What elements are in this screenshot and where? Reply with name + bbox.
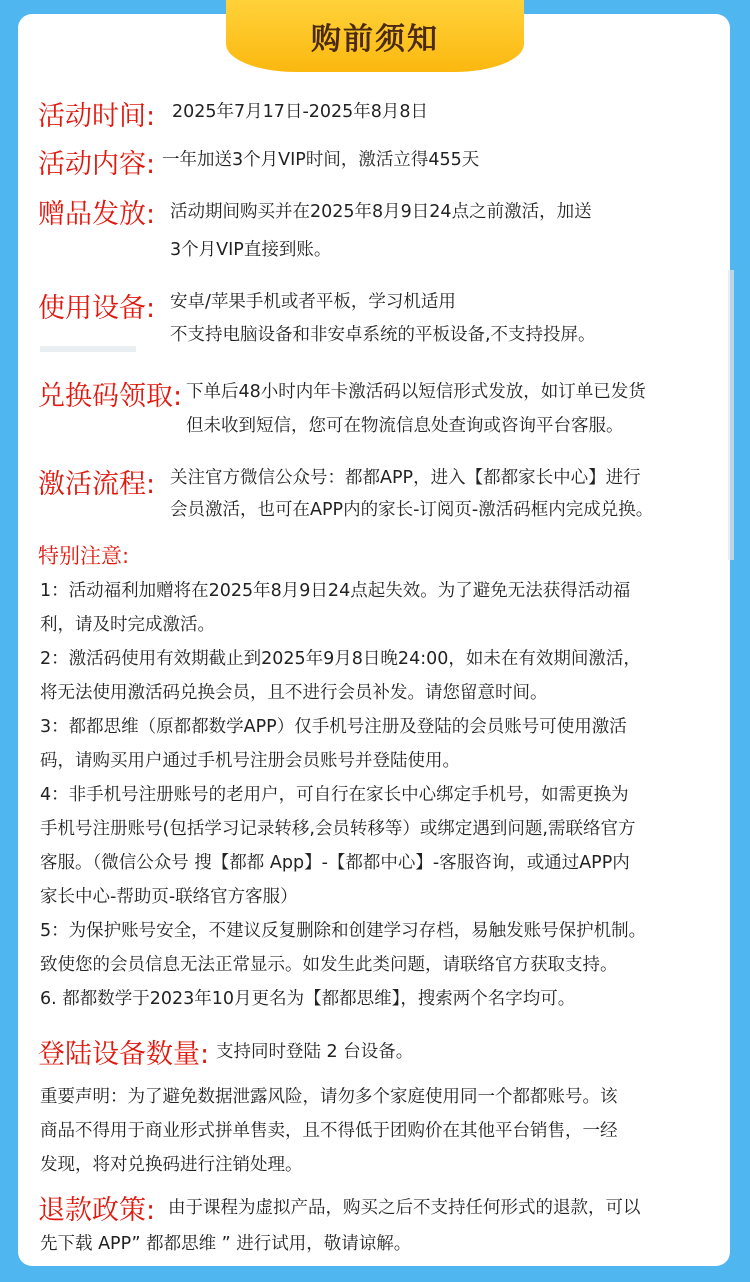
devices-label: 使用设备: (38, 293, 156, 324)
notes-line: 4：非手机号注册账号的老用户，可自行在家长中心绑定手机号，如需更换为 (40, 785, 629, 805)
redeem-code-line-1: 下单后48小时内年卡激活码以短信形式发放，如订单已发货 (186, 382, 646, 402)
notes-line: 2：激活码使用有效期截止到2025年9月8日晚24:00，如未在有效期间激活， (40, 649, 641, 669)
devices-line-2: 不支持电脑设备和非安卓系统的平板设备,不支持投屏。 (170, 325, 596, 345)
activation-line-1: 关注官方微信公众号：都都APP，进入【都都家长中心】进行 (170, 468, 641, 488)
notes-heading (0, 540, 750, 576)
statement-line: 重要声明：为了避免数据泄露风险，请勿多个家庭使用同一个都都账号。该 (40, 1087, 618, 1107)
edge-artifact (728, 270, 734, 560)
login-devices-value: 支持同时登陆 2 台设备。 (216, 1042, 414, 1062)
notes-line: 客服。（微信公众号 搜【都都 App】-【都都中心】-客服咨询，或通过APP内 (40, 853, 630, 873)
activity-time-value: 2025年7月17日-2025年8月8日 (172, 102, 429, 122)
activation-label: 激活流程: (38, 469, 156, 500)
refund-label: 退款政策: (38, 1195, 156, 1226)
notes-line: 利，请及时完成激活。 (40, 615, 215, 635)
notes-line: 将无法使用激活码兑换会员，且不进行会员补发。请您留意时间。 (40, 683, 548, 703)
notes-line: 手机号注册账号(包括学习记录转移,会员转移等）或绑定遇到问题,需联络官方 (40, 819, 636, 839)
devices-line-1: 安卓/苹果手机或者平板，学习机适用 (170, 292, 456, 312)
refund-line-2: 先下载 APP” 都都思维 ” 进行试用，敬请谅解。 (40, 1234, 412, 1254)
activation-section (0, 462, 750, 532)
activity-content-label: 活动内容: (38, 149, 156, 180)
redeem-code-label: 兑换码领取: (38, 381, 183, 412)
activity-content-section (0, 142, 750, 182)
important-statement (40, 1080, 720, 1182)
notes-line: 致使您的会员信息无法正常显示。如发生此类问题，请联络官方获取支持。 (40, 955, 618, 975)
login-devices-section (0, 1032, 750, 1072)
notes-list (40, 574, 720, 1016)
scan-artifact (40, 346, 136, 352)
gift-label: 赠品发放: (38, 199, 156, 230)
activity-time-section (0, 94, 750, 134)
notes-label: 特别注意: (38, 544, 130, 568)
page-title: 购前须知 (226, 0, 524, 72)
gift-line-1: 活动期间购买并在2025年8月9日24点之前激活，加送 (170, 202, 592, 222)
notes-line: 5：为保护账号安全，不建议反复删除和创建学习存档，易触发账号保护机制。 (40, 921, 647, 941)
notes-line: 码，请购买用户通过手机号注册会员账号并登陆使用。 (40, 751, 460, 771)
activation-line-2: 会员激活，也可在APP内的家长-订阅页-激活码框内完成兑换。 (170, 500, 654, 520)
login-devices-label: 登陆设备数量: (38, 1039, 210, 1070)
gift-section (0, 192, 750, 272)
activity-time-label: 活动时间: (38, 101, 156, 132)
gift-line-2: 3个月VIP直接到账。 (170, 240, 332, 260)
notes-line: 家长中心-帮助页-联络官方客服） (40, 887, 298, 907)
notes-line: 3：都都思维（原都都数学APP）仅手机号注册及登陆的会员账号可使用激活 (40, 717, 627, 737)
refund-line-1: 由于课程为虚拟产品，购买之后不支持任何形式的退款，可以 (168, 1198, 641, 1218)
statement-line: 商品不得用于商业形式拼单售卖，且不得低于团购价在其他平台销售，一经 (40, 1121, 618, 1141)
redeem-code-section (0, 374, 750, 446)
redeem-code-line-2: 但未收到短信，您可在物流信息处查询或咨询平台客服。 (186, 416, 624, 436)
notes-line: 1：活动福利加赠将在2025年8月9日24点起失效。为了避免无法获得活动福 (40, 581, 631, 601)
notes-line: 6. 都都数学于2023年10月更名为【都都思维】，搜索两个名字均可。 (40, 989, 576, 1009)
refund-section (0, 1188, 750, 1258)
statement-line: 发现，将对兑换码进行注销处理。 (40, 1155, 303, 1175)
activity-content-value: 一年加送3个月VIP时间，激活立得455天 (162, 150, 480, 170)
